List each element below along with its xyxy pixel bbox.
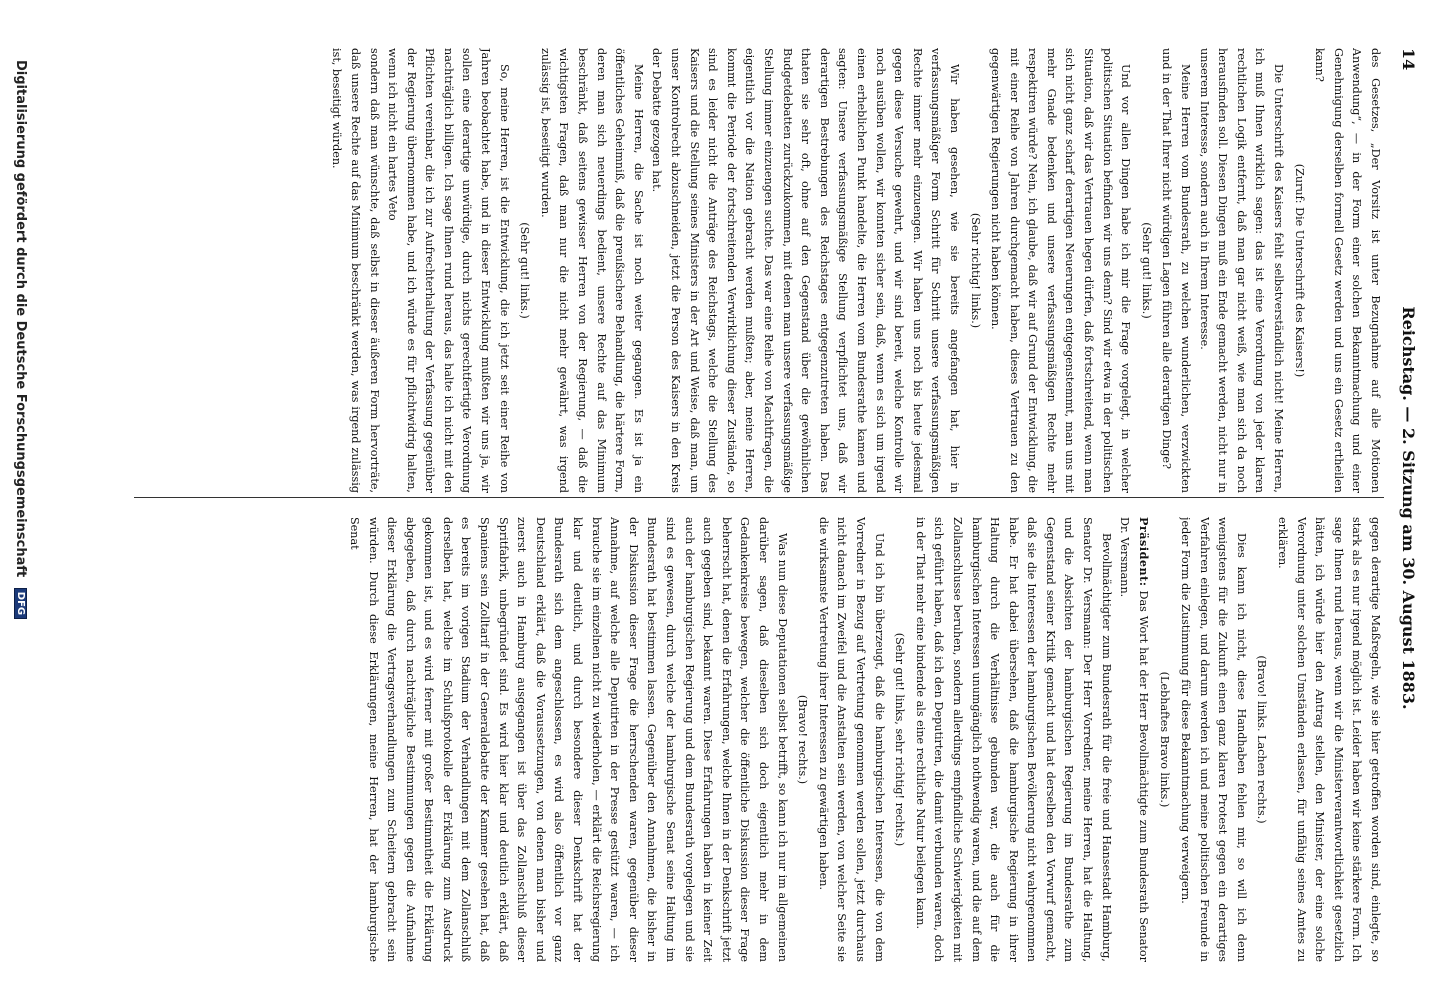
paragraph — [910, 517, 1115, 962]
paragraph-text: Meine Herren, die Sache ist noch weiter gegangen. Es ist ja ein öffentliches Geheimniß, daß die preußischere Behandlung, die härtere Form, deren man sich neuerdings bedient, unsere Rechte auf das Minimum beschränkt, daß seitens gewisser Herren von der Regierung, — daß die wichtigsten Fragen, daß man nur die nicht mehr gewährt, was irgend zulässig ist, beseitigt wurden. — [538, 48, 645, 493]
left-column — [134, 48, 1384, 493]
paragraph — [1115, 517, 1153, 962]
paragraph — [383, 48, 513, 493]
paragraph-text: Wir haben gesehen, wie sie bereits angefangen hat, hier in verfassungsmäßiger Form Schritt für Schritt unsere verfassungsmäßigen Rechte immer mehr einzuengen. Wir haben uns noch bis heute jedesmal gegen diese Versuche gewehrt, und wir sind bereit, welche Kontrolle wir noch ausüben wollen, wir konnten sicher sein, daß, wenn es sich um irgend einen erheblichen Punkt handelte, die Herren vom Bundesrathe kamen und sagten: Unsere verfassungsmäßige Stellung verpflichtet uns, daß wir derartigen Bestrebungen des Reichstages entgegenzutreten haben. Das thaten sie sehr oft, ohne auf den Gegenstand über die gewöhnlichen Budgetdebatten zurückzukommen, mit denen man unsere verfassungsmäßige Stellung immer einzuengen suchte. Das war eine Reihe von Machtfragen, die eigentlich vor die Nation gebracht werden mußten; aber, meine Herren, kommt die Periode der fortschreitenden Verwirklichung dieser Zustände, so sind es leider nicht die Anträge des Reichstags, welche die Stellung des Kaisers und die Stellung seines Ministers in der Art und Weise, daß man, um unser Kontrolrecht abzuschneiden, jetzt die Person des Kaisers in den Kreis der Debatte gezogen hat. — [650, 48, 961, 493]
speaker-label: Präsident: — [1136, 517, 1151, 587]
paragraph — [647, 48, 963, 493]
paragraph — [1175, 517, 1249, 962]
interjection — [1252, 517, 1271, 962]
paragraph-text: des Gesetzes, „Der Vorsitz ist unter Bezugnahme auf alle Motionen Anwendung“, — in der Form einer solchen Bekanntmachung und einer Genehmigung derselben formell Gesetz werden und uns ein Gesetz ertheilen kann? — [1313, 48, 1382, 493]
digitization-credit — [8, 60, 28, 940]
interjection — [515, 48, 534, 493]
running-head — [1390, 48, 1418, 968]
interjection — [1136, 48, 1155, 493]
right-column — [134, 517, 1384, 962]
page-number: 14 — [1399, 48, 1418, 71]
paragraph-text: Das Wort hat der Herr Bevollmächtigte zum Bundesrath Senator Dr. Versmann. — [1118, 517, 1150, 962]
paragraph — [535, 48, 647, 493]
paragraph-text: (Sehr gut! links, sehr richtig! rechts.) — [893, 632, 907, 847]
paragraph-text: So, meine Herren, ist die Entwicklung, die ich jetzt seit einer Reihe von Jahren beobachtet habe, und in dieser Entwicklung mußten wir uns ja, wir sollen eine derartige unwürdige, durch nichts gerechtfertigte Verordnung nachträglich billigen. Ich sage Ihnen rund heraus, das halte ich nicht mit den Pflichten vereinbar, die ich zur Aufrechterhaltung der Verfassung gegenüber der Regierung übernommen habe, und ich würde es für pflichtwidrig halten, wenn ich nicht ein hartes Veto — [386, 48, 511, 493]
running-head-title: Reichstag. — 2. Sitzung am 30. August 1883. — [1399, 306, 1418, 710]
paragraph-text: sondern daß man wünschte, daß selbst in dieser äußeren Form hervorträte, daß unsere Rechte auf das Minimum beschränkt werden, was irgend zulässig ist, beseitigt würden. — [330, 48, 381, 493]
paragraph — [1272, 517, 1384, 962]
dfg-logo: DFG — [14, 588, 27, 619]
paragraph-text: Die Unterschrift des Kaisers fehlt selbstverständlich nicht! Meine Herren, ich muß Ihnen wirklich sagen: das ist eine Verordnung von jeder klaren rechtlichen Logik entfernt, daß man gar nicht weiß, wie man sich da noch herausfinden soll. Diesen Dingen muß ein Ende gemacht werden, nicht nur in unserem Interesse, sondern auch in Ihrem Interesse. — [1197, 48, 1286, 493]
paragraph-text: (Bravo! rechts.) — [796, 694, 810, 785]
interjection — [965, 48, 984, 493]
paragraph — [327, 48, 383, 493]
paragraph-text: Was nun diese Deputationen selbst betrifft, so kann ich nur im allgemeinen darüber sagen, daß dieselben sich doch eigentlich mehr in dem Gedankenkreise bewegen, welcher die öffentliche Diskussion dieser Frage beherrscht hat, denen die Erfahrungen, welche Ihnen in der Denkschrift jetzt auch gegeben sind, bekannt waren. Diese Erfahrungen haben in keiner Zeit auch der hamburgischen Regierung und dem Bundesrath vorgelegen und sie sind es gewesen, durch welche der hamburgische Senat seine Haltung im Bundesrath hat bestimmen lassen. Gegenüber den Annahmen, die bisher in der Diskussion dieser Frage die herrschenden waren, gegenüber dieser Annahme, auf welche alle Deputirten in der Presse gestützt waren, — ich brauche sie im einzelnen nicht zu wiederholen, — erklärt die Reichsregierung klar und deutlich, und durch besondere dieser Denkschrift hat der Bundesrath sich dem angeschlossen, es wird also öffentlich vor ganz Deutschland erklärt, daß die Voraussetzungen, von denen man bisher und zuerst auch in Hamburg ausgegangen ist über das Zollanschluß dieser Spritfabrik, unbegründet sind. Es wird hier klar und deutlich erklärt, daß Spaniens sein Zolltarif in der Generaldebatte der Kammer gesehen hat, daß es bereits im vorigen Stadium der Verhandlungen mit dem Zollanschluß derselben hat, welche im Schlußprotokolle der Erklärung zum Ausdruck gekommen ist, und es wird ferner mit großer Bestimmtheit die Erklärung abgegeben, daß durch nachträgliche Bestimmungen gegen die Aufnahme dieser Erklärung die Vertragsverhandlungen zum Scheitern gebracht sein würden. Durch diese Erklärungen, meine Herren, hat der hamburgische Senat — [347, 517, 789, 962]
paragraph-text: (Lebhaftes Bravo links.) — [1158, 671, 1172, 808]
paragraph — [1157, 48, 1194, 493]
interjection — [890, 517, 909, 962]
paragraph-text: Meine Herren vom Bundesrath, zu welchen wunderlichen, verzwickten und in der That Ihrer nicht würdigen Lagen führen alle derartigen Dinge? — [1160, 48, 1193, 493]
paragraph-text: Und vor allen Dingen habe ich mir die Frage vorgelegt, in welcher politischen Situation befinden wir uns denn? Sind wir etwa in der politischen Situation, daß wir das Vertrauen hegen dürfen, daß fortschreitend, wenn man sich nicht ganz scharf derartigen Neuerungen entgegenstemmt, man uns mit mehr Gnade bedenken und unsere verfassungsmäßigen Rechte mehr respektiren würde? Nein, ich glaube, daß wir auf Grund der Entwicklung, die mit einer Reihe von Jahren durchgemacht haben, dieses Vertrauen zu den gegenwärtigen Regierungen nicht haben können. — [989, 48, 1133, 493]
paragraph-text: Dies kann ich nicht, diese Handhaben fehlen mir, so will ich denn wenigstens für die Zukunft einen ganz klaren Protest gegen ein derartiges Verfahren einlegen, und darum werden ich und meine politischen Freunde in jeder Form die Zustimmung für diese Bekanntmachung verweigern. — [1179, 517, 1248, 962]
paragraph-text: (Zuruf: Die Unterschrift des Kaisers!) — [1292, 163, 1306, 378]
digitization-credit-text: Digitalisierung gefördert durch die Deutsche Forschungsgemeinschaft — [13, 60, 28, 578]
paragraph — [1194, 48, 1287, 493]
paragraph-text: Und ich bin überzeugt, daß die hamburgischen Interessen, die von dem Vorredner in Bezug auf Vertretung genommen werden sollen, jetzt durchaus nicht danach im Zweifel und die Anstalten sein werden, von welcher Seite sie die wirksamste Vertretung ihrer Interessen zu gewärtigen haben. — [816, 517, 886, 962]
column-divider — [134, 497, 1384, 498]
paragraph-text: (Sehr gut! links.) — [518, 222, 532, 319]
paragraph-text: (Bravo! links. Lachen rechts.) — [1255, 655, 1269, 824]
interjection — [1155, 517, 1174, 962]
paragraph — [813, 517, 887, 962]
paragraph — [1310, 48, 1384, 493]
paragraph-text: (Sehr gut! links.) — [1139, 222, 1153, 319]
paragraph-text: Bevollmächtigter zum Bundesrath für die freie und Hansestadt Hamburg, Senator Dr. Versmann: Der Herr Vorredner, meine Herren, hat die Haltung, und die Absichten der hamburgischen Regierung im Bundesrathe zum Gegenstand seiner Kritik gemacht und hat derselben den Vorwurf gemacht, daß sie die Interessen der hamburgischen Bevölkerung nicht wahrgenommen habe. Er hat dabei übersehen, daß die hamburgische Regierung in ihrer Haltung durch die Verhältnisse gebunden war, die auch für die hamburgischen Interessen unumgänglich nothwendig waren, und die auf dem Zollanschlusse beruhen, sondern allerdings empfindliche Schwierigkeiten mit sich geführt haben, daß ich den Deputirten, die damit verbunden waren, doch in der That mehr eine bindende als eine rechtliche Natur beilegen kann. — [913, 517, 1113, 962]
paragraph — [344, 517, 790, 962]
interjection — [793, 517, 812, 962]
paragraph — [986, 48, 1135, 493]
paragraph-text: (Sehr richtig! links.) — [968, 212, 982, 329]
paragraph-text: gegen derartige Maßregeln, wie sie hier getroffen worden sind, einlegte, so stark als es nur irgend möglich ist. Leider haben wir keine stärkere Form. Ich sage Ihnen rund heraus, wenn wir die Ministerverantwortlichkeit gesetzlich hätten, ich würde hier den Antrag stellen, den Minister, der eine solche Verordnung unter solchen Umständen erlassen, für unfähig seines Amtes zu erklären. — [1276, 517, 1382, 962]
interjection — [1289, 48, 1308, 493]
